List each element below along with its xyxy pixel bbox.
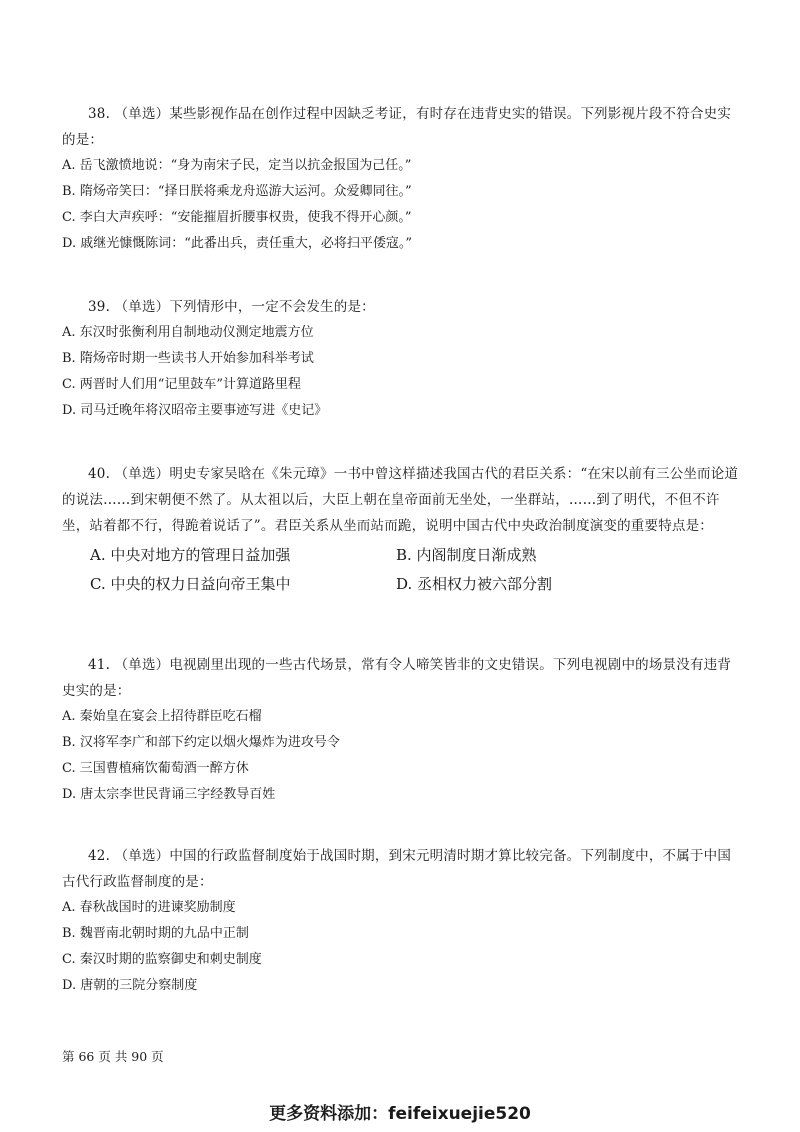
- option-b: B. 内阁制度日渐成熟: [396, 546, 537, 564]
- option-d: D. 戚继光慷慨陈词：“此番出兵，责任重大，必将扫平倭寇。”: [62, 236, 413, 251]
- question-stem: 40. （单选）明史专家吴晗在《朱元璋》一书中曾这样描述我国古代的君臣关系：“在宋以前有三公坐而论道的说法……到宋朝便不然了。从太祖以后，大臣上朝在皇帝面前无坐处，一坐群站，……到了明代，不但不许坐，站着都不行，得跪着说话了”。君臣关系从坐而站而跪，说明中国古代中央政治制度演变的重要特点是：: [62, 466, 739, 534]
- option-c: C. 两晋时人们用“记里鼓车”计算道路里程: [62, 377, 302, 392]
- option-a: A. 岳飞激愤地说：“身为南宋子民，定当以抗金报国为己任。”: [62, 158, 412, 173]
- option-b: B. 魏晋南北朝时期的九品中正制: [62, 926, 249, 941]
- option-a: A. 秦始皇在宴会上招待群臣吃石榴: [62, 709, 262, 724]
- question-stem: 39. （单选）下列情形中，一定不会发生的是：: [88, 299, 375, 315]
- option-c: C. 中央的权力日益向帝王集中: [90, 575, 291, 593]
- question-stem: 41. （单选）电视剧里出现的一些古代场景，常有令人啼笑皆非的文史错误。下列电视剧中的场景没有违背史实的是：: [62, 657, 732, 699]
- footer-note: 更多资料添加：feifeixuejie520: [269, 1104, 531, 1124]
- question-42: [62, 843, 742, 999]
- option-a: A. 春秋战国时的进谏奖励制度: [62, 900, 236, 915]
- options-grid: [62, 541, 742, 599]
- question-stem: 38. （单选）某些影视作品在创作过程中因缺乏考证，有时存在违背史实的错误。下列影视片段不符合史实的是：: [62, 106, 732, 148]
- option-d: D. 唐太宗李世民背诵三字经教导百姓: [62, 787, 276, 802]
- option-c: C. 三国曹植痛饮葡萄酒一醉方休: [62, 761, 249, 776]
- option-c: C. 秦汉时期的监察御史和刺史制度: [62, 952, 262, 967]
- option-b: B. 隋炀帝时期一些读书人开始参加科举考试: [62, 351, 314, 366]
- option-a: A. 中央对地方的管理日益加强: [90, 546, 291, 564]
- option-b: B. 隋炀帝笑曰：“择日朕将乘龙舟巡游大运河。众爱卿同往。”: [62, 184, 412, 199]
- page-number: 第 66 页 共 90 页: [62, 1049, 164, 1064]
- question-39: [62, 294, 742, 424]
- question-38: [62, 101, 742, 257]
- question-40: [62, 461, 742, 599]
- option-c: C. 李白大声疾呼：“安能摧眉折腰事权贵，使我不得开心颜。”: [62, 210, 412, 225]
- option-a: A. 东汉时张衡利用自制地动仪测定地震方位: [62, 325, 314, 340]
- option-b: B. 汉将军李广和部下约定以烟火爆炸为进攻号令: [62, 735, 340, 750]
- question-stem: 42. （单选）中国的行政监督制度始于战国时期，到宋元明清时期才算比较完备。下列制度中，不属于中国古代行政监督制度的是：: [62, 848, 732, 890]
- option-d: D. 丞相权力被六部分割: [396, 575, 553, 593]
- option-d: D. 唐朝的三院分察制度: [62, 978, 198, 993]
- question-41: [62, 652, 742, 808]
- option-d: D. 司马迁晚年将汉昭帝主要事迹写进《史记》: [62, 403, 328, 418]
